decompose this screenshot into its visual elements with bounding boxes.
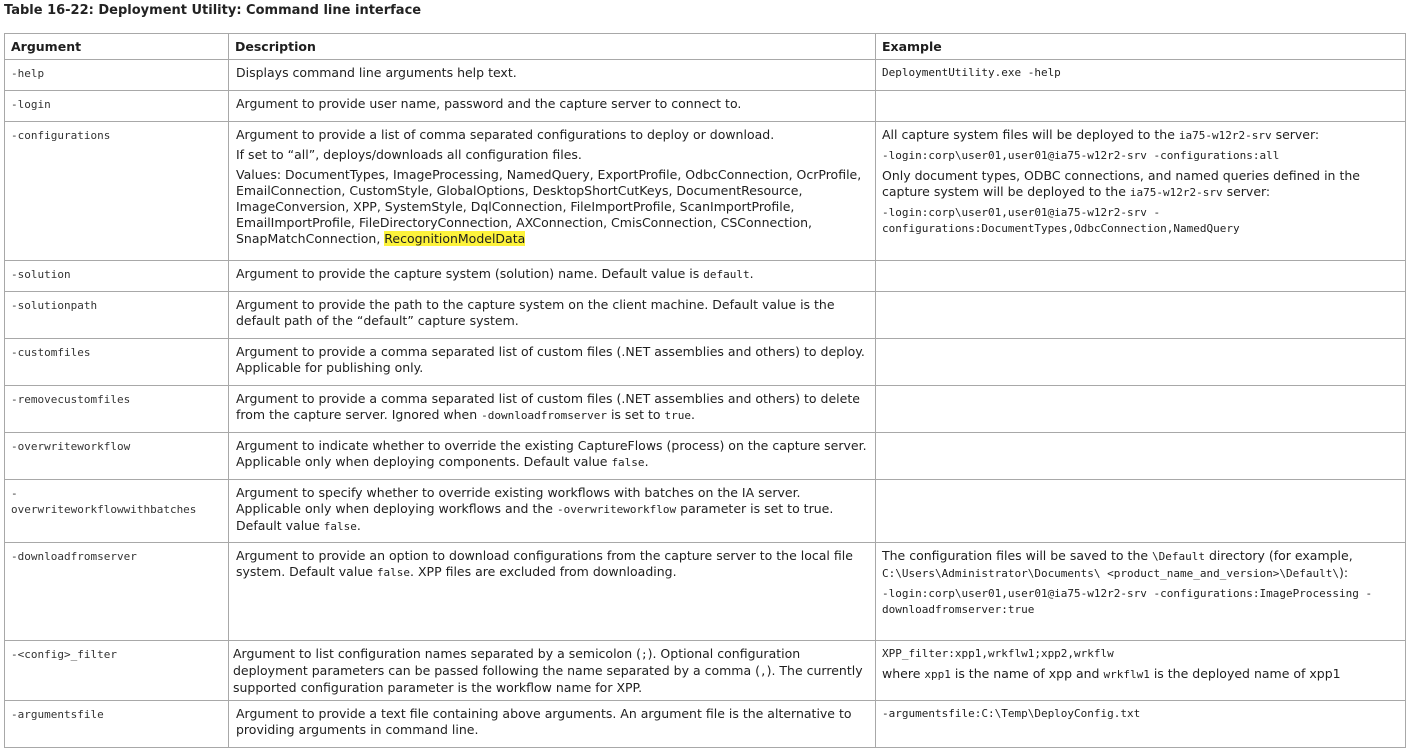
code: default xyxy=(703,268,750,281)
text: Argument to provide the capture system (solution) name. Default value is xyxy=(236,266,704,281)
text: . xyxy=(644,454,649,469)
table-row-overwriteworkflow xyxy=(5,433,1406,480)
code: C:\Users\Administrator\Documents\ <product_name_and_version>\Default\ xyxy=(882,567,1339,580)
example-solutionpath xyxy=(876,292,1406,339)
example-configurations-note1 xyxy=(882,127,1399,144)
table-row-solution xyxy=(5,261,1406,292)
arg-argumentsfile: -argumentsfile xyxy=(5,701,229,748)
text: ). Optional configuration deployment parameters can be passed following the name separated by a comma ( xyxy=(233,646,801,678)
desc-help: Displays command line arguments help text. xyxy=(229,60,876,91)
text: . xyxy=(691,407,695,422)
arg-solution: -solution xyxy=(5,261,229,292)
arg-configurations: -configurations xyxy=(5,122,229,261)
header-argument: Argument xyxy=(5,34,229,60)
text: ). The currently supported configuration parameter is the workflow name for XPP. xyxy=(233,663,863,695)
code: false xyxy=(376,566,411,579)
table-header-row xyxy=(5,34,1406,60)
desc-argumentsfile: Argument to provide a text file containing above arguments. An argument file is the alternative to providing arguments in command line. xyxy=(229,701,876,748)
desc-downloadfromserver xyxy=(229,543,876,641)
table-row-configurations xyxy=(5,122,1406,261)
arg-downloadfromserver: -downloadfromserver xyxy=(5,543,229,641)
arg-login: -login xyxy=(5,91,229,122)
text: . XPP files are excluded from downloading. xyxy=(410,564,677,579)
example-configurations-cmd2: -login:corp\user01,user01@ia75-w12r2-srv -configurations:DocumentTypes,OdbcConnection,NamedQuery xyxy=(882,206,1240,235)
text: directory (for example, xyxy=(1205,548,1353,563)
code: true xyxy=(664,409,692,422)
desc-overwriteworkflow xyxy=(229,433,876,480)
arg-help: -help xyxy=(5,60,229,91)
text: parameter is set to true. Default value xyxy=(236,501,834,533)
text: The configuration files will be saved to the xyxy=(882,548,1153,563)
example-login xyxy=(876,91,1406,122)
table-row-removecustomfiles xyxy=(5,386,1406,433)
text: . xyxy=(356,518,361,533)
table-row-login xyxy=(5,91,1406,122)
values-list: Values: DocumentTypes, ImageProcessing, NamedQuery, ExportProfile, OdbcConnection, OcrProfile, EmailConnection, CustomStyle, GlobalOptions, DesktopShortCutKeys, DocumentResource, ImageConversion, XPP, SystemStyle, DqlConnection, FileImportProfile, ScanImportProfile, EmailImportProfile, FileDirectoryConnection, AXConnection, CmisConnection, CSConnection, SnapMatchConnection, xyxy=(236,167,862,246)
arg-solutionpath: -solutionpath xyxy=(5,292,229,339)
desc-configurations-values xyxy=(236,167,869,247)
code: wrkflw1 xyxy=(1103,668,1150,681)
arg-overwriteworkflowwithbatches xyxy=(5,480,229,543)
text: ): xyxy=(1338,565,1349,580)
desc-login: Argument to provide user name, password and the capture server to connect to. xyxy=(229,91,876,122)
arg-customfiles: -customfiles xyxy=(5,339,229,386)
example-configurations xyxy=(876,122,1406,261)
desc-config-filter xyxy=(229,641,876,701)
arg-config-filter: -<config>_filter xyxy=(5,641,229,701)
code: , xyxy=(759,665,767,678)
desc-removecustomfiles xyxy=(229,386,876,433)
text: is the deployed name of xpp1 xyxy=(1149,666,1341,681)
table-row-help xyxy=(5,60,1406,91)
table-row-customfiles xyxy=(5,339,1406,386)
text: Only document types, ODBC connections, and named queries defined in the capture system will be deployed to the xyxy=(882,168,1360,199)
text: Argument to specify whether to override existing workflows with batches on the IA server. Applicable only when deploying workflows and the xyxy=(236,485,801,516)
code: xpp1 xyxy=(924,668,951,681)
arg-removecustomfiles: -removecustomfiles xyxy=(5,386,229,433)
text: server: xyxy=(1222,184,1271,199)
text: is the name of xpp and xyxy=(950,666,1104,681)
text: Argument to indicate whether to override the existing CaptureFlows (process) on the capture server. Applicable only when deploying components. Default value xyxy=(236,438,867,469)
table-row-config-filter xyxy=(5,641,1406,701)
code: -overwriteworkflow xyxy=(556,503,677,516)
desc-solution xyxy=(229,261,876,292)
cli-arguments-table xyxy=(4,33,1406,748)
arg-line1: - xyxy=(11,487,18,500)
code: ; xyxy=(640,648,648,661)
table-row-argumentsfile xyxy=(5,701,1406,748)
code: false xyxy=(611,456,645,469)
code: -downloadfromserver xyxy=(481,409,607,422)
example-config-filter-cmd: XPP_filter:xpp1,wrkflw1;xpp2,wrkflw xyxy=(882,647,1114,660)
example-downloadfromserver xyxy=(876,543,1406,641)
example-argumentsfile: -argumentsfile:C:\Temp\DeployConfig.txt xyxy=(876,701,1406,748)
header-description: Description xyxy=(229,34,876,60)
desc-configurations-line1: Argument to provide a list of comma separated configurations to deploy or download. xyxy=(236,127,775,142)
code: false xyxy=(323,520,357,533)
desc-solutionpath: Argument to provide the path to the capture system on the client machine. Default value is the default path of the “default” capture system. xyxy=(229,292,876,339)
text: Argument to provide a comma separated list of custom files (.NET assemblies and others) to delete from the capture server. Ignored when xyxy=(236,391,860,422)
example-overwriteworkflowwithbatches xyxy=(876,480,1406,543)
text: All capture system files will be deployed to the xyxy=(882,127,1179,142)
highlighted-value: RecognitionModelData xyxy=(384,231,526,246)
example-overwriteworkflow xyxy=(876,433,1406,480)
desc-configurations-line2: If set to “all”, deploys/downloads all configuration files. xyxy=(236,147,582,162)
example-help: DeploymentUtility.exe -help xyxy=(876,60,1406,91)
arg-overwriteworkflow: -overwriteworkflow xyxy=(5,433,229,480)
desc-overwriteworkflowwithbatches xyxy=(229,480,876,543)
text: is set to xyxy=(606,407,665,422)
table-row-downloadfromserver xyxy=(5,543,1406,641)
example-downloadfromserver-cmd: -login:corp\user01,user01@ia75-w12r2-srv -configurations:ImageProcessing -downloadfromserver:true xyxy=(882,587,1373,616)
server-name: ia75-w12r2-srv xyxy=(1178,129,1272,142)
table-row-solutionpath xyxy=(5,292,1406,339)
header-example: Example xyxy=(876,34,1406,60)
arg-line2: overwriteworkflowwithbatches xyxy=(11,503,197,516)
example-configurations-note2 xyxy=(882,168,1399,201)
text: where xyxy=(882,666,925,681)
text: Argument to provide an option to download configurations from the capture server to the local file system. Default value xyxy=(236,548,853,579)
example-customfiles xyxy=(876,339,1406,386)
server-name: ia75-w12r2-srv xyxy=(1129,186,1223,199)
text: server: xyxy=(1271,127,1320,142)
example-solution xyxy=(876,261,1406,292)
text: . xyxy=(749,266,754,281)
desc-configurations xyxy=(229,122,876,261)
table-row-overwriteworkflowwithbatches xyxy=(5,480,1406,543)
example-configurations-cmd1: -login:corp\user01,user01@ia75-w12r2-srv -configurations:all xyxy=(882,149,1280,162)
example-downloadfromserver-note xyxy=(882,548,1399,582)
example-config-filter-note xyxy=(882,666,1399,683)
text: Argument to list configuration names separated by a semicolon ( xyxy=(233,646,641,661)
example-removecustomfiles xyxy=(876,386,1406,433)
desc-customfiles: Argument to provide a comma separated list of custom files (.NET assemblies and others) to deploy. Applicable for publishing only. xyxy=(229,339,876,386)
table-caption: Table 16-22: Deployment Utility: Command line interface xyxy=(4,3,422,18)
code: \Default xyxy=(1152,550,1206,563)
example-config-filter xyxy=(876,641,1406,701)
